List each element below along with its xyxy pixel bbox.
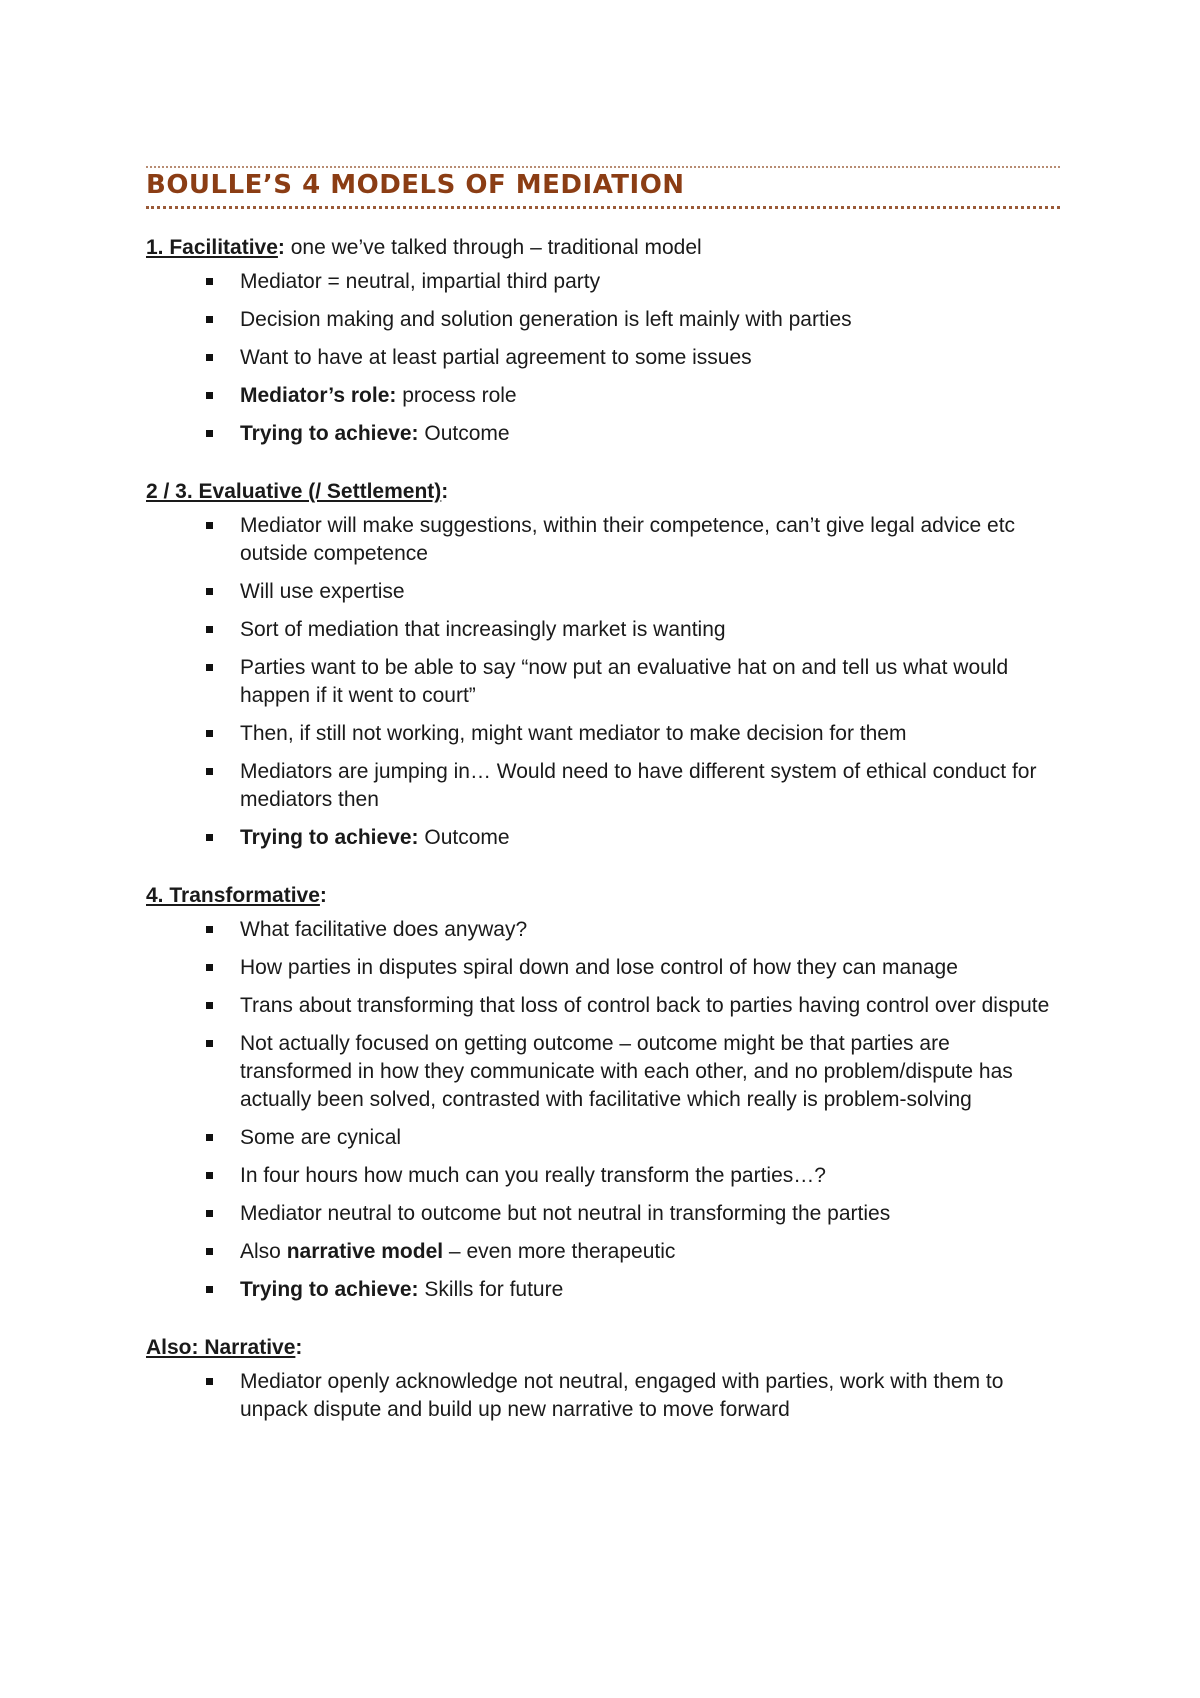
bullet-item xyxy=(146,616,1060,644)
title-bottom-rule xyxy=(146,206,1060,209)
sections-container xyxy=(146,234,1060,1424)
bullet-prefix: Also xyxy=(240,1240,287,1263)
title-top-rule xyxy=(146,166,1060,168)
bullet-item xyxy=(146,268,1060,296)
bullet-bold-label: Trying to achieve: xyxy=(240,422,419,445)
bullet-text: Will use expertise xyxy=(240,580,405,603)
bullet-text: Outcome xyxy=(418,826,510,849)
square-bullet-icon xyxy=(206,278,213,285)
bullet-list xyxy=(146,1368,1060,1424)
square-bullet-icon xyxy=(206,522,213,529)
bullet-item xyxy=(146,954,1060,982)
square-bullet-icon xyxy=(206,588,213,595)
bullet-item xyxy=(146,1238,1060,1266)
square-bullet-icon xyxy=(206,730,213,737)
bullet-item xyxy=(146,344,1060,372)
square-bullet-icon xyxy=(206,1172,213,1179)
bullet-text: Decision making and solution generation is left mainly with parties xyxy=(240,308,852,331)
bullet-bold-label: narrative model xyxy=(286,1240,444,1263)
bullet-item xyxy=(146,1162,1060,1190)
bullet-text: process role xyxy=(396,384,517,407)
section xyxy=(146,478,1060,852)
section xyxy=(146,234,1060,448)
bullet-text: Want to have at least partial agreement to some issues xyxy=(240,346,752,369)
square-bullet-icon xyxy=(206,1248,213,1255)
bullet-text: Mediator = neutral, impartial third party xyxy=(240,270,601,293)
bullet-item xyxy=(146,1200,1060,1228)
square-bullet-icon xyxy=(206,1040,213,1047)
section-title: 1. Facilitative xyxy=(146,236,278,259)
square-bullet-icon xyxy=(206,1002,213,1009)
bullet-item xyxy=(146,654,1060,710)
section-title: Also: Narrative xyxy=(146,1336,296,1359)
square-bullet-icon xyxy=(206,354,213,361)
bullet-text: Sort of mediation that increasingly market is wanting xyxy=(240,618,726,641)
bullet-bold-label: Mediator’s role: xyxy=(240,384,397,407)
bullet-text: – even more therapeutic xyxy=(443,1240,676,1263)
square-bullet-icon xyxy=(206,626,213,633)
bullet-text: Then, if still not working, might want mediator to make decision for them xyxy=(240,722,907,745)
section-heading xyxy=(146,1334,1060,1362)
bullet-text: Skills for future xyxy=(418,1278,564,1301)
section-colon: : xyxy=(441,480,449,503)
bullet-item xyxy=(146,382,1060,410)
bullet-item xyxy=(146,420,1060,448)
section xyxy=(146,1334,1060,1424)
bullet-list xyxy=(146,268,1060,448)
document-title: BOULLE’S 4 MODELS OF MEDIATION xyxy=(146,170,685,200)
section xyxy=(146,882,1060,1304)
section-colon: : xyxy=(319,884,327,907)
bullet-item xyxy=(146,1030,1060,1114)
bullet-text: How parties in disputes spiral down and lose control of how they can manage xyxy=(240,956,958,979)
section-colon: : xyxy=(277,236,285,259)
bullet-item xyxy=(146,512,1060,568)
bullet-text: Mediators are jumping in… Would need to have different system of ethical conduct for mediators then xyxy=(240,760,1037,811)
bullet-text: Not actually focused on getting outcome – outcome might be that parties are transformed in how they communicate with each other, and no problem/dispute has actually been solved, contrasted with facilitative which really is problem-solving xyxy=(240,1032,1013,1111)
bullet-item xyxy=(146,916,1060,944)
bullet-text: Some are cynical xyxy=(240,1126,402,1149)
square-bullet-icon xyxy=(206,1286,213,1293)
square-bullet-icon xyxy=(206,834,213,841)
section-heading xyxy=(146,478,1060,506)
section-colon: : xyxy=(295,1336,303,1359)
bullet-item xyxy=(146,306,1060,334)
bullet-text: Mediator neutral to outcome but not neutral in transforming the parties xyxy=(240,1202,891,1225)
square-bullet-icon xyxy=(206,926,213,933)
bullet-text: Mediator will make suggestions, within their competence, can’t give legal advice etc outside competence xyxy=(240,514,1016,565)
bullet-item xyxy=(146,824,1060,852)
section-heading xyxy=(146,234,1060,262)
bullet-text: Outcome xyxy=(418,422,510,445)
section-intro: one we’ve talked through – traditional model xyxy=(284,236,702,259)
document-page xyxy=(146,166,1060,1454)
bullet-text: What facilitative does anyway? xyxy=(240,918,528,941)
square-bullet-icon xyxy=(206,430,213,437)
bullet-item xyxy=(146,1276,1060,1304)
square-bullet-icon xyxy=(206,1210,213,1217)
square-bullet-icon xyxy=(206,1378,213,1385)
square-bullet-icon xyxy=(206,316,213,323)
bullet-bold-label: Trying to achieve: xyxy=(240,1278,419,1301)
square-bullet-icon xyxy=(206,392,213,399)
square-bullet-icon xyxy=(206,664,213,671)
bullet-text: Parties want to be able to say “now put an evaluative hat on and tell us what would happen if it went to court” xyxy=(240,656,1009,707)
bullet-list xyxy=(146,916,1060,1304)
bullet-bold-label: Trying to achieve: xyxy=(240,826,419,849)
bullet-item xyxy=(146,1124,1060,1152)
square-bullet-icon xyxy=(206,768,213,775)
section-title: 2 / 3. Evaluative (/ Settlement) xyxy=(146,480,442,503)
bullet-item xyxy=(146,578,1060,606)
square-bullet-icon xyxy=(206,964,213,971)
bullet-item xyxy=(146,758,1060,814)
section-heading xyxy=(146,882,1060,910)
bullet-text: Mediator openly acknowledge not neutral, engaged with parties, work with them to unpack dispute and build up new narrative to move forward xyxy=(240,1370,1004,1421)
bullet-item xyxy=(146,992,1060,1020)
square-bullet-icon xyxy=(206,1134,213,1141)
bullet-item xyxy=(146,720,1060,748)
bullet-item xyxy=(146,1368,1060,1424)
section-title: 4. Transformative xyxy=(146,884,320,907)
bullet-list xyxy=(146,512,1060,852)
bullet-text: Trans about transforming that loss of control back to parties having control over dispute xyxy=(240,994,1050,1017)
title-block xyxy=(146,166,1060,210)
bullet-text: In four hours how much can you really transform the parties…? xyxy=(240,1164,826,1187)
